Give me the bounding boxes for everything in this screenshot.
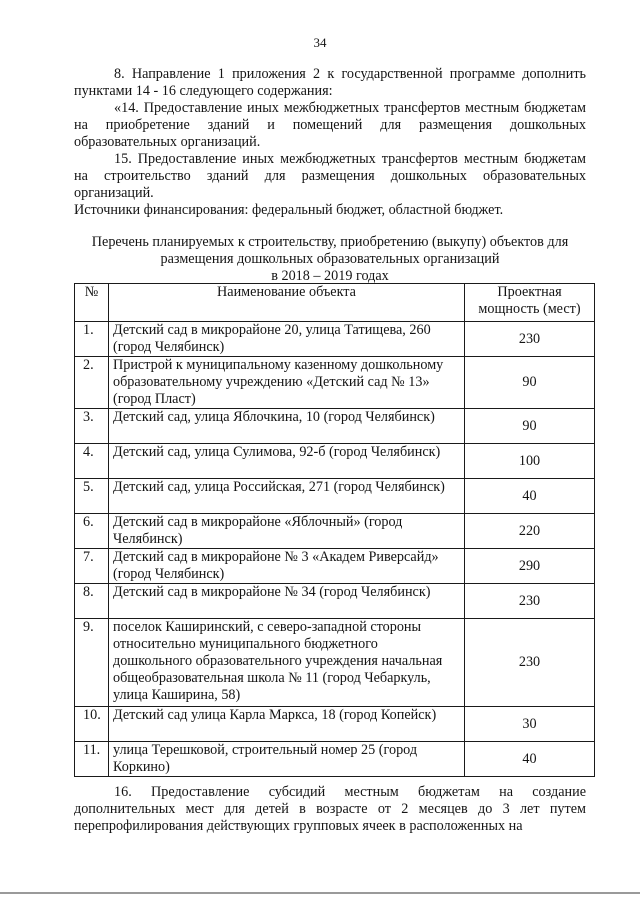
row-num: 10. bbox=[75, 707, 109, 742]
table-row bbox=[75, 322, 595, 357]
table-row bbox=[75, 584, 595, 619]
table-row bbox=[75, 742, 595, 777]
row-num: 6. bbox=[75, 514, 109, 549]
row-capacity: 40 bbox=[465, 479, 595, 514]
row-name: Детский сад, улица Яблочкина, 10 (город Челябинск) bbox=[109, 409, 465, 444]
header-capacity: Проектная мощность (мест) bbox=[465, 284, 595, 322]
row-capacity: 290 bbox=[465, 549, 595, 584]
paragraph-16: 16. Предоставление субсидий местным бюджетам на создание дополнительных мест для детей в возрасте от 2 месяцев до 3 лет путем перепрофилирования действующих групповых ячеек в расположенных на bbox=[74, 784, 586, 834]
objects-table bbox=[74, 283, 595, 777]
row-num: 8. bbox=[75, 584, 109, 619]
row-capacity: 220 bbox=[465, 514, 595, 549]
row-capacity: 100 bbox=[465, 444, 595, 479]
table-row bbox=[75, 479, 595, 514]
table-row bbox=[75, 357, 595, 409]
row-num: 4. bbox=[75, 444, 109, 479]
table-title-text: Перечень планируемых к строительству, приобретению (выкупу) объектов для размещения дошкольных образовательных организаций bbox=[91, 234, 569, 267]
row-name: поселок Каширинский, с северо-западной стороны относительно муниципального бюджетного дошкольного образовательного учреждения начальная общеобразовательная школа № 11 (город Чебаркуль, улица Каширина, 58) bbox=[109, 619, 465, 707]
row-num: 2. bbox=[75, 357, 109, 409]
row-capacity: 90 bbox=[465, 357, 595, 409]
row-capacity: 40 bbox=[465, 742, 595, 777]
page-number: 34 bbox=[313, 35, 327, 50]
table-row bbox=[75, 707, 595, 742]
row-capacity: 230 bbox=[465, 584, 595, 619]
row-capacity: 30 bbox=[465, 707, 595, 742]
row-num: 3. bbox=[75, 409, 109, 444]
row-name: Детский сад в микрорайоне № 34 (город Челябинск) bbox=[109, 584, 465, 619]
row-capacity: 230 bbox=[465, 322, 595, 357]
paragraph-14: «14. Предоставление иных межбюджетных трансфертов местным бюджетам на приобретение зданий и помещений для размещения дошкольных образовательных организаций. bbox=[74, 100, 586, 150]
intro-section bbox=[74, 66, 586, 219]
table-row bbox=[75, 549, 595, 584]
table-subtitle: в 2018 – 2019 годах bbox=[271, 268, 389, 284]
table-row bbox=[75, 409, 595, 444]
row-name: Детский сад улица Карла Маркса, 18 (город Копейск) bbox=[109, 707, 465, 742]
header-num: № bbox=[75, 284, 109, 322]
table-row bbox=[75, 619, 595, 707]
row-name: Пристрой к муниципальному казенному дошкольному образовательному учреждению «Детский сад № 13» (город Пласт) bbox=[109, 357, 465, 409]
row-num: 5. bbox=[75, 479, 109, 514]
row-name: Детский сад, улица Сулимова, 92-б (город Челябинск) bbox=[109, 444, 465, 479]
row-num: 9. bbox=[75, 619, 109, 707]
table-row bbox=[75, 444, 595, 479]
table-title bbox=[74, 234, 586, 285]
outro-section bbox=[74, 784, 586, 835]
paragraph-8: 8. Направление 1 приложения 2 к государственной программе дополнить пунктами 14 - 16 следующего содержания: bbox=[74, 66, 586, 99]
row-num: 11. bbox=[75, 742, 109, 777]
row-capacity: 230 bbox=[465, 619, 595, 707]
row-name: Детский сад в микрорайоне 20, улица Татищева, 260 (город Челябинск) bbox=[109, 322, 465, 357]
row-capacity: 90 bbox=[465, 409, 595, 444]
row-name: Детский сад в микрорайоне «Яблочный» (город Челябинск) bbox=[109, 514, 465, 549]
header-name: Наименование объекта bbox=[109, 284, 465, 322]
row-num: 1. bbox=[75, 322, 109, 357]
row-name: Детский сад в микрорайоне № 3 «Академ Риверсайд» (город Челябинск) bbox=[109, 549, 465, 584]
table-row bbox=[75, 514, 595, 549]
row-name: Детский сад, улица Российская, 271 (город Челябинск) bbox=[109, 479, 465, 514]
row-num: 7. bbox=[75, 549, 109, 584]
paragraph-15: 15. Предоставление иных межбюджетных трансфертов местным бюджетам на строительство зданий для размещения дошкольных образовательных организаций. bbox=[74, 151, 586, 201]
row-name: улица Терешковой, строительный номер 25 (город Коркино) bbox=[109, 742, 465, 777]
table-header-row bbox=[75, 284, 595, 322]
financing-sources: Источники финансирования: федеральный бюджет, областной бюджет. bbox=[74, 202, 504, 218]
scan-edge-line bbox=[0, 892, 640, 894]
